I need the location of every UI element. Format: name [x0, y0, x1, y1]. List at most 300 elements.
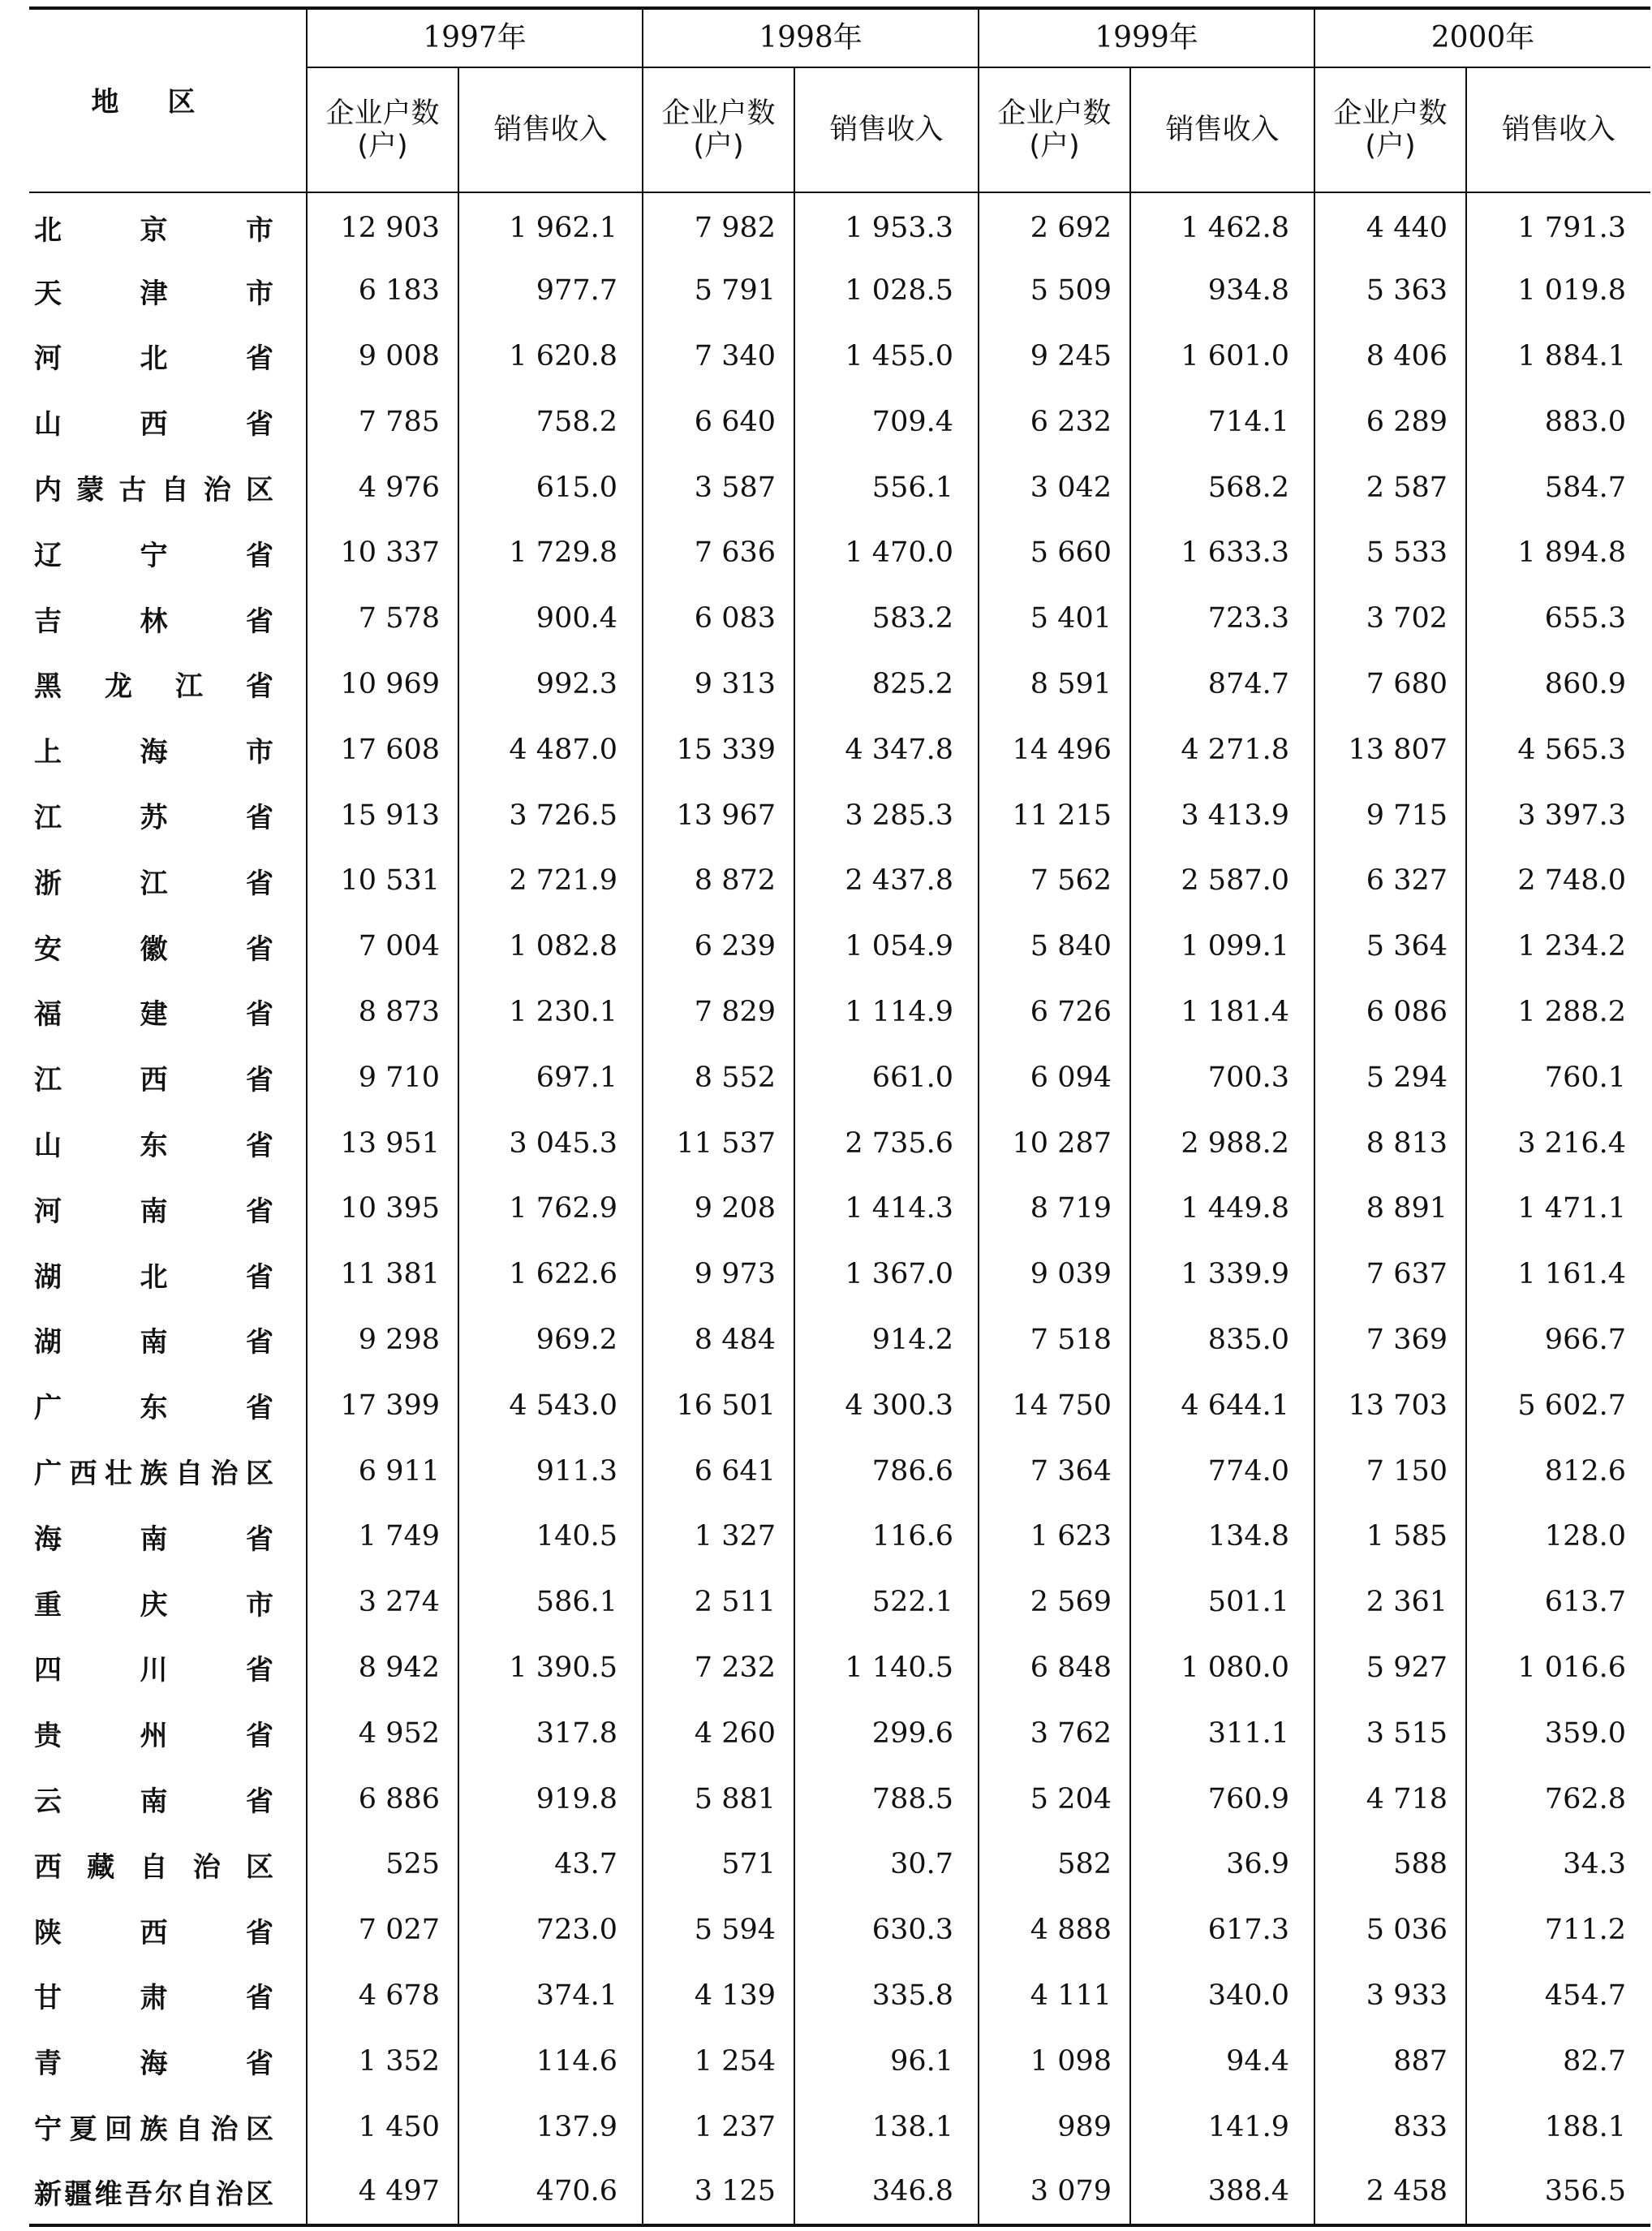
enterprise-count-cell: 4 440 — [1314, 192, 1466, 258]
sales-revenue-cell: 335.8 — [794, 1963, 979, 2029]
enterprise-count-cell: 3 702 — [1314, 586, 1466, 652]
enterprise-count-cell: 7 982 — [643, 192, 794, 258]
sales-revenue-cell: 615.0 — [458, 454, 643, 520]
year-header-2000: 2000年 — [1314, 8, 1650, 67]
enterprise-count-cell: 5 204 — [979, 1766, 1130, 1832]
sales-revenue-cell: 96.1 — [794, 2028, 979, 2094]
enterprise-count-cell: 989 — [979, 2094, 1130, 2160]
enterprise-count-cell: 9 715 — [1314, 782, 1466, 848]
region-name-cell: 北京市 — [34, 214, 273, 248]
region-name-cell: 河南省 — [34, 1195, 273, 1228]
enterprise-count-cell: 14 750 — [979, 1372, 1130, 1438]
enterprise-count-cell: 10 969 — [307, 652, 458, 717]
table-row — [29, 2160, 1650, 2225]
enterprise-count-cell: 1 254 — [643, 2028, 794, 2094]
enterprise-count-cell: 6 641 — [643, 1438, 794, 1504]
sales-revenue-cell: 1 894.8 — [1466, 520, 1650, 586]
table-body — [29, 192, 1650, 2225]
enterprise-count-cell: 9 298 — [307, 1307, 458, 1373]
enterprise-count-cell: 1 098 — [979, 2028, 1130, 2094]
sales-revenue-cell: 3 413.9 — [1130, 782, 1314, 848]
sales-revenue-cell: 613.7 — [1466, 1570, 1650, 1635]
enterprise-count-cell: 5 594 — [643, 1897, 794, 1963]
enterprise-count-cell: 3 079 — [979, 2160, 1130, 2225]
sales-revenue-cell: 760.9 — [1130, 1766, 1314, 1832]
enterprise-count-cell: 2 511 — [643, 1570, 794, 1635]
region-name-cell: 广东省 — [34, 1392, 273, 1425]
sales-revenue-cell: 1 791.3 — [1466, 192, 1650, 258]
enterprise-count-cell: 6 239 — [643, 914, 794, 980]
region-name-cell: 河北省 — [34, 342, 273, 376]
sales-revenue-cell: 2 721.9 — [458, 848, 643, 914]
sales-revenue-cell: 3 216.4 — [1466, 1110, 1650, 1176]
sales-revenue-cell: 188.1 — [1466, 2094, 1650, 2160]
enterprise-count-cell: 17 399 — [307, 1372, 458, 1438]
region-name-cell: 吉林省 — [34, 605, 273, 638]
table-header — [29, 8, 1650, 192]
enterprise-count-cell: 7 680 — [1314, 652, 1466, 717]
enterprise-count-cell: 1 327 — [643, 1504, 794, 1570]
table-row — [29, 1372, 1650, 1438]
sales-revenue-cell: 1 884.1 — [1466, 324, 1650, 390]
sales-revenue-cell: 1 462.8 — [1130, 192, 1314, 258]
sales-revenue-cell: 340.0 — [1130, 1963, 1314, 2029]
sales-revenue-cell: 714.1 — [1130, 389, 1314, 454]
sales-revenue-cell: 359.0 — [1466, 1700, 1650, 1766]
enterprise-count-cell: 15 339 — [643, 717, 794, 782]
enterprise-count-cell: 6 327 — [1314, 848, 1466, 914]
sales-revenue-cell: 82.7 — [1466, 2028, 1650, 2094]
enterprise-count-cell: 9 208 — [643, 1176, 794, 1242]
enterprise-count-cell: 3 274 — [307, 1570, 458, 1635]
region-name-cell: 广西壮族自治区 — [34, 1458, 273, 1491]
sales-revenue-cell: 583.2 — [794, 586, 979, 652]
region-name-cell: 陕西省 — [34, 1916, 273, 1949]
sales-revenue-cell: 1 028.5 — [794, 258, 979, 324]
table-row — [29, 454, 1650, 520]
sales-revenue-cell: 760.1 — [1466, 1044, 1650, 1110]
enterprise-count-cell: 6 640 — [643, 389, 794, 454]
sales-revenue-cell: 114.6 — [458, 2028, 643, 2094]
table-row — [29, 192, 1650, 258]
year-header-1999: 1999年 — [979, 8, 1314, 67]
enterprise-count-cell: 6 848 — [979, 1635, 1130, 1701]
sales-revenue-cell: 1 288.2 — [1466, 980, 1650, 1045]
sales-revenue-cell: 1 054.9 — [794, 914, 979, 980]
region-name-cell: 安徽省 — [34, 932, 273, 966]
sales-revenue-cell: 919.8 — [458, 1766, 643, 1832]
sales-revenue-cell: 2 587.0 — [1130, 848, 1314, 914]
sales-revenue-cell: 835.0 — [1130, 1307, 1314, 1373]
region-name-cell: 湖南省 — [34, 1326, 273, 1359]
region-name-cell: 甘肃省 — [34, 1982, 273, 2015]
enterprise-count-cell: 9 245 — [979, 324, 1130, 390]
region-name-cell: 内蒙古自治区 — [34, 474, 273, 507]
sales-revenue-cell: 2 988.2 — [1130, 1110, 1314, 1176]
sales-revenue-cell: 2 437.8 — [794, 848, 979, 914]
sales-revenue-cell: 1 390.5 — [458, 1635, 643, 1701]
sales-revenue-cell: 786.6 — [794, 1438, 979, 1504]
enterprise-count-cell: 6 094 — [979, 1044, 1130, 1110]
enterprise-count-cell: 5 840 — [979, 914, 1130, 980]
count-column-header: 企业户数 (户) — [1314, 67, 1466, 192]
sales-revenue-cell: 2 748.0 — [1466, 848, 1650, 914]
sales-revenue-cell: 1 099.1 — [1130, 914, 1314, 980]
year-header-1998: 1998年 — [643, 8, 979, 67]
count-column-header: 企业户数 (户) — [643, 67, 794, 192]
sales-revenue-cell: 374.1 — [458, 1963, 643, 2029]
enterprise-count-cell: 1 450 — [307, 2094, 458, 2160]
sales-revenue-cell: 1 620.8 — [458, 324, 643, 390]
sales-revenue-cell: 1 622.6 — [458, 1242, 643, 1307]
sales-revenue-cell: 30.7 — [794, 1832, 979, 1897]
enterprise-count-cell: 10 337 — [307, 520, 458, 586]
enterprise-count-cell: 1 623 — [979, 1504, 1130, 1570]
region-name-cell: 贵州省 — [34, 1720, 273, 1753]
sales-column-header: 销售收入 — [458, 67, 643, 192]
sales-revenue-cell: 977.7 — [458, 258, 643, 324]
sales-revenue-cell: 137.9 — [458, 2094, 643, 2160]
sales-column-header: 销售收入 — [1466, 67, 1650, 192]
enterprise-count-cell: 9 008 — [307, 324, 458, 390]
enterprise-count-cell: 4 976 — [307, 454, 458, 520]
region-name-cell: 福建省 — [34, 998, 273, 1032]
enterprise-count-cell: 5 927 — [1314, 1635, 1466, 1701]
table-row — [29, 1570, 1650, 1635]
enterprise-count-cell: 3 125 — [643, 2160, 794, 2225]
enterprise-count-cell: 5 881 — [643, 1766, 794, 1832]
sales-revenue-cell: 568.2 — [1130, 454, 1314, 520]
enterprise-count-cell: 4 139 — [643, 1963, 794, 2029]
table-row — [29, 848, 1650, 914]
enterprise-count-cell: 13 703 — [1314, 1372, 1466, 1438]
region-name-cell: 山西省 — [34, 408, 273, 441]
sales-revenue-cell: 470.6 — [458, 2160, 643, 2225]
sales-revenue-cell: 43.7 — [458, 1832, 643, 1897]
table-row — [29, 520, 1650, 586]
sales-revenue-cell: 141.9 — [1130, 2094, 1314, 2160]
sales-revenue-cell: 661.0 — [794, 1044, 979, 1110]
sales-revenue-cell: 1 080.0 — [1130, 1635, 1314, 1701]
region-name-cell: 西藏自治区 — [34, 1850, 273, 1884]
enterprise-count-cell: 6 183 — [307, 258, 458, 324]
sales-revenue-cell: 4 487.0 — [458, 717, 643, 782]
enterprise-count-cell: 2 569 — [979, 1570, 1130, 1635]
enterprise-count-cell: 7 027 — [307, 1897, 458, 1963]
region-name-cell: 山东省 — [34, 1130, 273, 1163]
enterprise-count-cell: 1 749 — [307, 1504, 458, 1570]
enterprise-count-cell: 582 — [979, 1832, 1130, 1897]
enterprise-count-cell: 2 458 — [1314, 2160, 1466, 2225]
sales-revenue-cell: 3 726.5 — [458, 782, 643, 848]
enterprise-count-cell: 13 967 — [643, 782, 794, 848]
table-row — [29, 1504, 1650, 1570]
enterprise-count-cell: 4 888 — [979, 1897, 1130, 1963]
enterprise-count-cell: 6 086 — [1314, 980, 1466, 1045]
table-row — [29, 1635, 1650, 1701]
enterprise-count-cell: 5 660 — [979, 520, 1130, 586]
enterprise-count-cell: 5 294 — [1314, 1044, 1466, 1110]
sales-revenue-cell: 1 414.3 — [794, 1176, 979, 1242]
table-row — [29, 2028, 1650, 2094]
enterprise-count-cell: 4 718 — [1314, 1766, 1466, 1832]
enterprise-count-cell: 5 791 — [643, 258, 794, 324]
sales-revenue-cell: 762.8 — [1466, 1766, 1650, 1832]
table-row — [29, 1897, 1650, 1963]
enterprise-count-cell: 7 364 — [979, 1438, 1130, 1504]
sales-revenue-cell: 1 449.8 — [1130, 1176, 1314, 1242]
enterprise-count-cell: 571 — [643, 1832, 794, 1897]
sales-revenue-cell: 1 471.1 — [1466, 1176, 1650, 1242]
sales-revenue-cell: 1 019.8 — [1466, 258, 1650, 324]
region-name-cell: 黑龙江省 — [34, 670, 273, 704]
region-name-cell: 天津市 — [34, 277, 273, 310]
sales-revenue-cell: 34.3 — [1466, 1832, 1650, 1897]
sales-revenue-cell: 617.3 — [1130, 1897, 1314, 1963]
enterprise-count-cell: 7 150 — [1314, 1438, 1466, 1504]
table-row — [29, 1832, 1650, 1897]
enterprise-count-cell: 8 719 — [979, 1176, 1130, 1242]
region-name-cell: 上海市 — [34, 736, 273, 769]
enterprise-count-cell: 5 533 — [1314, 520, 1466, 586]
sales-revenue-cell: 346.8 — [794, 2160, 979, 2225]
sales-revenue-cell: 356.5 — [1466, 2160, 1650, 2225]
sales-revenue-cell: 900.4 — [458, 586, 643, 652]
table-row — [29, 1438, 1650, 1504]
sales-revenue-cell: 825.2 — [794, 652, 979, 717]
enterprise-count-cell: 15 913 — [307, 782, 458, 848]
enterprise-count-cell: 9 039 — [979, 1242, 1130, 1307]
enterprise-count-cell: 7 340 — [643, 324, 794, 390]
enterprise-count-cell: 10 287 — [979, 1110, 1130, 1176]
enterprise-count-cell: 13 951 — [307, 1110, 458, 1176]
sales-revenue-cell: 128.0 — [1466, 1504, 1650, 1570]
count-column-header: 企业户数 (户) — [307, 67, 458, 192]
enterprise-count-cell: 11 381 — [307, 1242, 458, 1307]
table-row — [29, 1766, 1650, 1832]
enterprise-count-cell: 8 552 — [643, 1044, 794, 1110]
enterprise-count-cell: 8 873 — [307, 980, 458, 1045]
table-row — [29, 258, 1650, 324]
sales-revenue-cell: 700.3 — [1130, 1044, 1314, 1110]
enterprise-count-cell: 4 497 — [307, 2160, 458, 2225]
table-row — [29, 652, 1650, 717]
enterprise-count-cell: 7 785 — [307, 389, 458, 454]
table-row — [29, 1176, 1650, 1242]
enterprise-count-cell: 8 872 — [643, 848, 794, 914]
sales-revenue-cell: 1 181.4 — [1130, 980, 1314, 1045]
enterprise-count-cell: 12 903 — [307, 192, 458, 258]
table-row — [29, 586, 1650, 652]
region-name-cell: 江苏省 — [34, 802, 273, 835]
enterprise-count-cell: 1 585 — [1314, 1504, 1466, 1570]
sales-revenue-cell: 584.7 — [1466, 454, 1650, 520]
sales-revenue-cell: 1 470.0 — [794, 520, 979, 586]
table-row — [29, 782, 1650, 848]
enterprise-count-cell: 14 496 — [979, 717, 1130, 782]
sales-revenue-cell: 1 140.5 — [794, 1635, 979, 1701]
enterprise-count-cell: 10 395 — [307, 1176, 458, 1242]
sales-revenue-cell: 874.7 — [1130, 652, 1314, 717]
table-row — [29, 980, 1650, 1045]
sales-revenue-cell: 774.0 — [1130, 1438, 1314, 1504]
sales-revenue-cell: 454.7 — [1466, 1963, 1650, 2029]
region-name-cell: 浙江省 — [34, 867, 273, 900]
sales-revenue-cell: 1 962.1 — [458, 192, 643, 258]
sales-revenue-cell: 711.2 — [1466, 1897, 1650, 1963]
count-column-header: 企业户数 (户) — [979, 67, 1130, 192]
region-name-cell: 辽宁省 — [34, 539, 273, 572]
enterprise-count-cell: 10 531 — [307, 848, 458, 914]
sales-revenue-cell: 709.4 — [794, 389, 979, 454]
sales-revenue-cell: 1 953.3 — [794, 192, 979, 258]
sales-revenue-cell: 812.6 — [1466, 1438, 1650, 1504]
region-name-cell: 青海省 — [34, 2048, 273, 2081]
region-column-header: 地区 — [29, 8, 307, 192]
table-row — [29, 1044, 1650, 1110]
sales-revenue-cell: 5 602.7 — [1466, 1372, 1650, 1438]
enterprise-count-cell: 8 813 — [1314, 1110, 1466, 1176]
enterprise-count-cell: 8 942 — [307, 1635, 458, 1701]
sales-revenue-cell: 758.2 — [458, 389, 643, 454]
enterprise-count-cell: 7 578 — [307, 586, 458, 652]
enterprise-count-cell: 4 952 — [307, 1700, 458, 1766]
enterprise-count-cell: 11 537 — [643, 1110, 794, 1176]
enterprise-count-cell: 887 — [1314, 2028, 1466, 2094]
enterprise-count-cell: 2 587 — [1314, 454, 1466, 520]
region-name-cell: 新疆维吾尔自治区 — [34, 2177, 273, 2211]
enterprise-count-cell: 525 — [307, 1832, 458, 1897]
enterprise-count-cell: 4 111 — [979, 1963, 1130, 2029]
enterprise-count-cell: 7 518 — [979, 1307, 1130, 1373]
sales-revenue-cell: 969.2 — [458, 1307, 643, 1373]
sales-revenue-cell: 1 729.8 — [458, 520, 643, 586]
sales-revenue-cell: 1 367.0 — [794, 1242, 979, 1307]
enterprise-count-cell: 588 — [1314, 1832, 1466, 1897]
enterprise-count-cell: 9 973 — [643, 1242, 794, 1307]
table-row — [29, 1110, 1650, 1176]
sales-revenue-cell: 501.1 — [1130, 1570, 1314, 1635]
enterprise-count-cell: 6 083 — [643, 586, 794, 652]
enterprise-count-cell: 5 509 — [979, 258, 1130, 324]
enterprise-count-cell: 7 369 — [1314, 1307, 1466, 1373]
enterprise-count-cell: 6 886 — [307, 1766, 458, 1832]
table-row — [29, 717, 1650, 782]
sales-revenue-cell: 522.1 — [794, 1570, 979, 1635]
enterprise-count-cell: 7 637 — [1314, 1242, 1466, 1307]
sales-revenue-cell: 911.3 — [458, 1438, 643, 1504]
sales-revenue-cell: 723.0 — [458, 1897, 643, 1963]
enterprise-count-cell: 2 361 — [1314, 1570, 1466, 1635]
enterprise-count-cell: 2 692 — [979, 192, 1130, 258]
sales-revenue-cell: 586.1 — [458, 1570, 643, 1635]
sales-revenue-cell: 1 230.1 — [458, 980, 643, 1045]
sales-revenue-cell: 883.0 — [1466, 389, 1650, 454]
statistics-table-page — [29, 6, 1626, 2227]
enterprise-count-cell: 3 933 — [1314, 1963, 1466, 2029]
sales-revenue-cell: 860.9 — [1466, 652, 1650, 717]
sales-revenue-cell: 116.6 — [794, 1504, 979, 1570]
sales-revenue-cell: 966.7 — [1466, 1307, 1650, 1373]
sales-revenue-cell: 992.3 — [458, 652, 643, 717]
enterprise-count-cell: 3 042 — [979, 454, 1130, 520]
enterprise-count-cell: 1 237 — [643, 2094, 794, 2160]
sales-revenue-cell: 4 543.0 — [458, 1372, 643, 1438]
year-header-1997: 1997年 — [307, 8, 643, 67]
region-name-cell: 重庆市 — [34, 1588, 273, 1622]
region-name-cell: 宁夏回族自治区 — [34, 2113, 273, 2146]
region-name-cell: 湖北省 — [34, 1260, 273, 1294]
enterprise-count-cell: 833 — [1314, 2094, 1466, 2160]
enterprise-count-cell: 3 762 — [979, 1700, 1130, 1766]
sales-revenue-cell: 1 339.9 — [1130, 1242, 1314, 1307]
enterprise-count-cell: 6 232 — [979, 389, 1130, 454]
table-row — [29, 1242, 1650, 1307]
enterprise-count-cell: 16 501 — [643, 1372, 794, 1438]
enterprise-count-cell: 7 636 — [643, 520, 794, 586]
sales-revenue-cell: 138.1 — [794, 2094, 979, 2160]
sales-revenue-cell: 134.8 — [1130, 1504, 1314, 1570]
sales-revenue-cell: 317.8 — [458, 1700, 643, 1766]
enterprise-count-cell: 8 406 — [1314, 324, 1466, 390]
sales-revenue-cell: 2 735.6 — [794, 1110, 979, 1176]
sales-revenue-cell: 1 114.9 — [794, 980, 979, 1045]
enterprise-count-cell: 8 591 — [979, 652, 1130, 717]
sales-column-header: 销售收入 — [794, 67, 979, 192]
enterprise-count-cell: 8 891 — [1314, 1176, 1466, 1242]
enterprise-count-cell: 1 352 — [307, 2028, 458, 2094]
region-name-cell: 海南省 — [34, 1523, 273, 1556]
enterprise-count-cell: 7 829 — [643, 980, 794, 1045]
sales-column-header: 销售收入 — [1130, 67, 1314, 192]
sales-revenue-cell: 914.2 — [794, 1307, 979, 1373]
table-row — [29, 1307, 1650, 1373]
sales-revenue-cell: 1 234.2 — [1466, 914, 1650, 980]
enterprise-count-cell: 3 587 — [643, 454, 794, 520]
sales-revenue-cell: 311.1 — [1130, 1700, 1314, 1766]
sales-revenue-cell: 3 045.3 — [458, 1110, 643, 1176]
sales-revenue-cell: 299.6 — [794, 1700, 979, 1766]
sales-revenue-cell: 94.4 — [1130, 2028, 1314, 2094]
sales-revenue-cell: 3 285.3 — [794, 782, 979, 848]
sales-revenue-cell: 655.3 — [1466, 586, 1650, 652]
sales-revenue-cell: 934.8 — [1130, 258, 1314, 324]
enterprise-count-cell: 5 401 — [979, 586, 1130, 652]
sales-revenue-cell: 4 347.8 — [794, 717, 979, 782]
sales-revenue-cell: 4 300.3 — [794, 1372, 979, 1438]
table-row — [29, 2094, 1650, 2160]
enterprise-count-cell: 13 807 — [1314, 717, 1466, 782]
table-row — [29, 914, 1650, 980]
enterprise-count-cell: 3 515 — [1314, 1700, 1466, 1766]
sales-revenue-cell: 630.3 — [794, 1897, 979, 1963]
enterprise-count-cell: 6 911 — [307, 1438, 458, 1504]
sales-revenue-cell: 1 633.3 — [1130, 520, 1314, 586]
enterprise-count-cell: 7 562 — [979, 848, 1130, 914]
enterprise-count-cell: 9 710 — [307, 1044, 458, 1110]
enterprise-count-cell: 4 678 — [307, 1963, 458, 2029]
table-row — [29, 324, 1650, 390]
enterprise-count-cell: 9 313 — [643, 652, 794, 717]
sales-revenue-cell: 4 271.8 — [1130, 717, 1314, 782]
enterprise-count-cell: 17 608 — [307, 717, 458, 782]
enterprise-count-cell: 7 232 — [643, 1635, 794, 1701]
enterprise-sales-table — [29, 6, 1650, 2227]
table-row — [29, 1700, 1650, 1766]
sales-revenue-cell: 556.1 — [794, 454, 979, 520]
enterprise-count-cell: 5 363 — [1314, 258, 1466, 324]
sales-revenue-cell: 697.1 — [458, 1044, 643, 1110]
